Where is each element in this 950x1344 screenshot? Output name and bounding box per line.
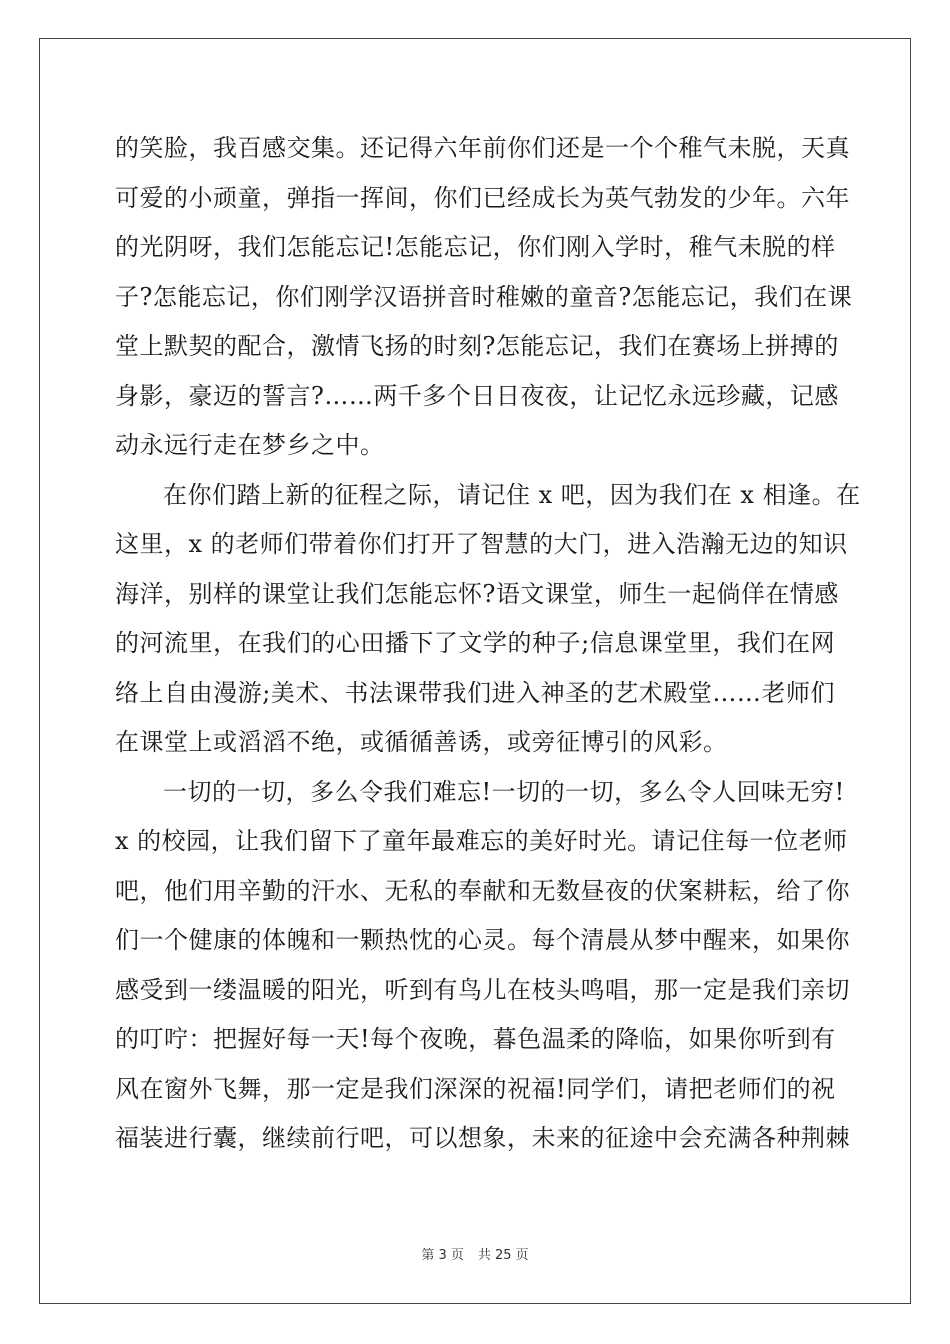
text-line: 身影，豪迈的誓言?……两千多个日日夜夜，让记忆永远珍藏，记感 xyxy=(115,381,839,410)
text-line: 可爱的小顽童，弹指一挥间，你们已经成长为英气勃发的少年。六年 xyxy=(115,183,850,212)
text-line: x 的校园，让我们留下了童年最难忘的美好时光。请记住每一位老师 xyxy=(115,827,848,855)
document-body xyxy=(115,124,861,1164)
page-footer xyxy=(0,1244,950,1263)
text-line: 感受到一缕温暖的阳光，听到有鸟儿在枝头鸣唱，那一定是我们亲切 xyxy=(115,975,850,1004)
text-line: 在课堂上或滔滔不绝，或循循善诱，或旁征博引的风彩。 xyxy=(115,728,728,756)
text-line: 堂上默契的配合，激情飞扬的时刻?怎能忘记，我们在赛场上拼搏的 xyxy=(115,332,839,360)
text-line: 们一个健康的体魄和一颗热忱的心灵。每个清晨从梦中醒来，如果你 xyxy=(115,926,850,954)
text-line: 动永远行走在梦乡之中。 xyxy=(115,431,385,459)
page-number: 第 3 页 xyxy=(421,1248,464,1263)
text-line: 福装进行囊，继续前行吧，可以想象，未来的征途中会充满各种荆棘 xyxy=(115,1124,850,1152)
text-line: 络上自由漫游;美术、书法课带我们进入神圣的艺术殿堂……老师们 xyxy=(115,678,835,707)
page-total: 共 25 页 xyxy=(477,1248,529,1263)
text-line: 子?怎能忘记，你们刚学汉语拼音时稚嫩的童音?怎能忘记，我们在课 xyxy=(115,282,853,311)
text-line: 在你们踏上新的征程之际，请记住 x 吧，因为我们在 x 相逢。在 xyxy=(163,480,861,509)
text-line: 一切的一切，多么令我们难忘!一切的一切，多么令人回味无穷! xyxy=(163,777,845,806)
text-line: 的叮咛：把握好每一天!每个夜晚，暮色温柔的降临，如果你听到有 xyxy=(115,1025,836,1053)
text-line: 的河流里，在我们的心田播下了文学的种子;信息课堂里，我们在网 xyxy=(115,629,835,657)
text-line: 的光阴呀，我们怎能忘记!怎能忘记，你们刚入学时，稚气未脱的样 xyxy=(115,233,836,261)
text-line: 这里，x 的老师们带着你们打开了智慧的大门，进入浩瀚无边的知识 xyxy=(115,530,848,558)
text-line: 风在窗外飞舞，那一定是我们深深的祝福!同学们，请把老师们的祝 xyxy=(115,1074,836,1103)
text-line: 吧，他们用辛勤的汗水、无私的奉献和无数昼夜的伏案耕耘，给了你 xyxy=(115,876,850,905)
text-line: 海洋，别样的课堂让我们怎能忘怀?语文课堂，师生一起倘佯在情感 xyxy=(115,579,839,608)
text-line: 的笑脸，我百感交集。还记得六年前你们还是一个个稚气未脱，天真 xyxy=(115,134,850,162)
